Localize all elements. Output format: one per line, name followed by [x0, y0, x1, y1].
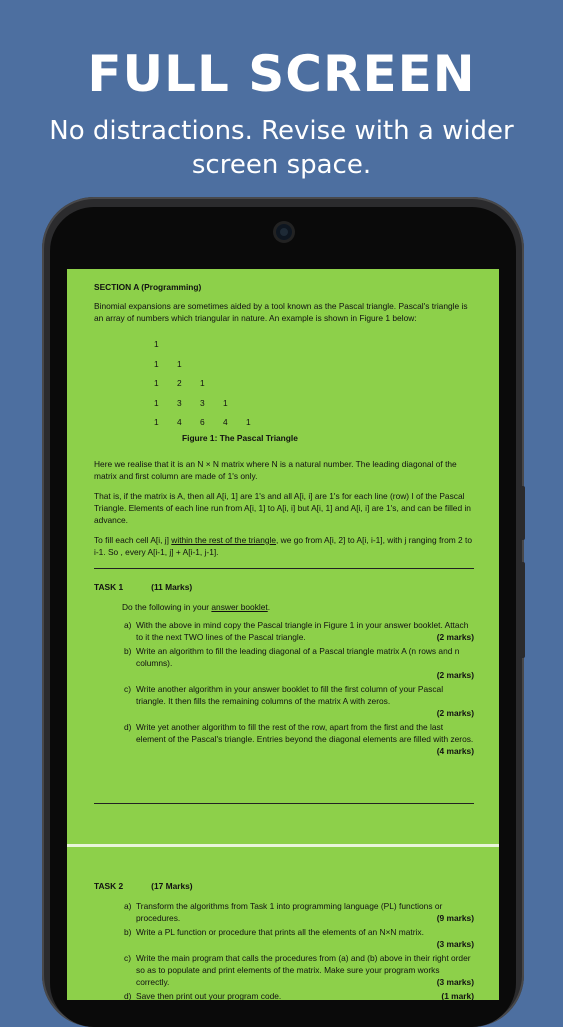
answer-booklet-link: answer booklet: [211, 601, 268, 612]
task1-intro: Do the following in your answer booklet.: [122, 601, 271, 612]
triangle-row: 1 2 1: [154, 378, 205, 388]
task2-item-c: c) Write the main program that calls the procedures from (a) and (b) above in their right order so as to populate and print elements of the matrix. Make sure your program works correctly. (3 marks): [124, 953, 474, 987]
task1-title: TASK 1: [94, 581, 124, 592]
task2-item-b: b) Write a PL function or procedure that prints all the elements of an N×N matrix. (3 marks): [124, 927, 474, 949]
triangle-row: 1 1: [154, 358, 182, 369]
task1-item-d: d) Write yet another algorithm to fill the rest of the row, apart from the first and the last element of the Pascal's triangle. Entries beyond the diagonal elements are filled with zeros. (4 marks): [124, 721, 474, 756]
section-title: SECTION A (Programming): [94, 282, 202, 292]
paragraph-1: Here we realise that it is an N × N matrix where N is a natural number. The leading diagonal of the matrix and first column are made of 1's only.: [94, 458, 457, 481]
task1-item-a: a) With the above in mind copy the Pascal triangle in Figure 1 in your answer booklet. Attach to it the next TWO lines of the Pascal triangle. (2 marks): [124, 619, 474, 642]
task2-marks: (17 Marks): [151, 881, 193, 891]
triangle-row: 1 4 6 4 1: [154, 417, 251, 427]
task1-item-b: b) Write an algorithm to fill the leading diagonal of a Pascal triangle matrix A (n rows and n columns). (2 marks): [124, 645, 474, 680]
front-camera-icon: [276, 224, 292, 240]
promo-tagline: No distractions. Revise with a wider screen space.: [49, 116, 514, 180]
promo-headline: FULL SCREEN: [87, 45, 476, 103]
pascal-triangle: [154, 338, 474, 436]
intro-paragraph: Binomial expansions are sometimes aided by a tool known as the Pascal triangle. Pascal's triangle is an array of numbers which triangular in nature. An example is shown in Figure 1 below:: [94, 301, 468, 323]
task1-header: [94, 581, 474, 593]
document-viewer[interactable]: [67, 269, 499, 1000]
paragraph-3: To fill each cell A[i, j] within the rest of the triangle, we go from A[i, 2] to A[i, i-1], with j ranging from 2 to i-1. So , every A[i-1, j] + A[i-1, j-1].: [94, 534, 472, 557]
divider: [94, 568, 474, 569]
triangle-row: 1: [154, 339, 159, 349]
task2-title: TASK 2: [94, 881, 124, 891]
page-break: [67, 844, 499, 847]
triangle-row: 1 3 3 1: [154, 397, 228, 408]
document-page-2: [94, 874, 474, 1000]
task2-header: [94, 880, 474, 892]
figure-caption: Figure 1: The Pascal Triangle: [182, 432, 298, 443]
document-page-1: [94, 281, 474, 816]
phone-power-button: [520, 486, 525, 540]
task1-item-c: c) Write another algorithm in your answer booklet to fill the first column of your Pascal triangle. It then fills the remaining columns of the matrix A with zeros. (2 marks): [124, 683, 474, 718]
phone-volume-button: [520, 562, 525, 658]
paragraph-2: That is, if the matrix is A, then all A[i, 1] are 1's and all A[i, i] are 1's for each line (row) I of the Pascal Triangle. Elements of each line run from A[i, 1] to A[i, i] but A[i, 1] and A[i, i] are 1's, and can be filled in advance.: [94, 490, 471, 525]
divider: [94, 803, 474, 804]
task2-item-a: a) Transform the algorithms from Task 1 into programming language (PL) functions or procedures. (9 marks): [124, 901, 474, 923]
task2-item-d: d) Save then print out your program code. (1 mark): [124, 991, 474, 1000]
task1-marks: (11 Marks): [151, 581, 193, 592]
